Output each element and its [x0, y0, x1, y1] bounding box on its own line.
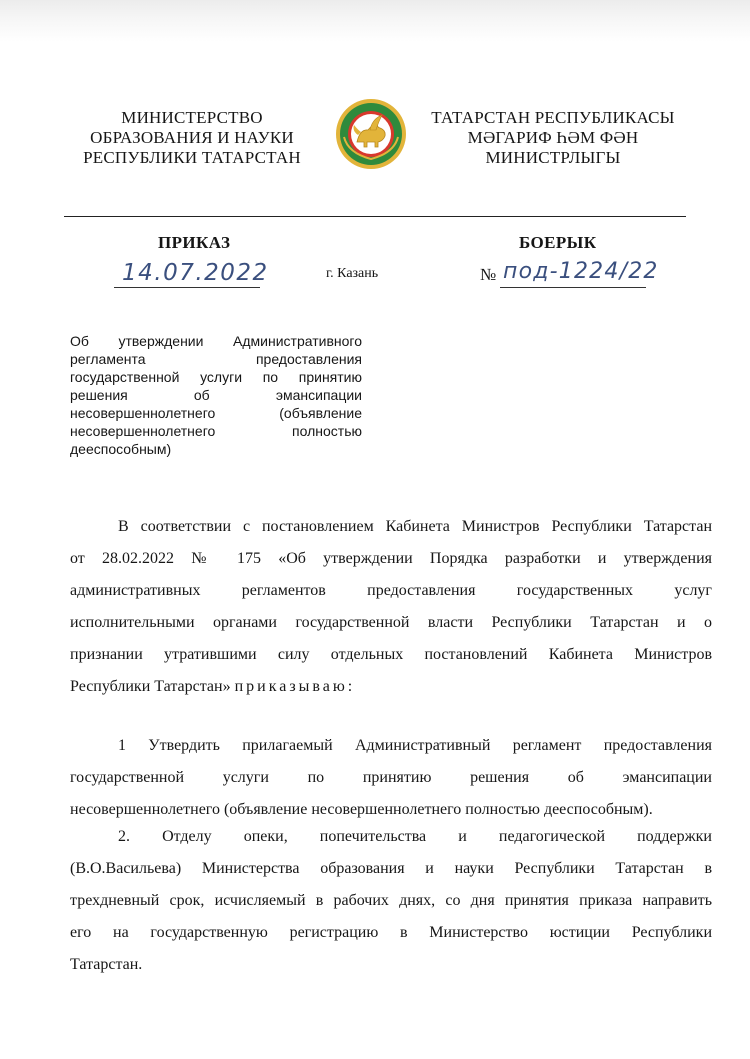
subject-line: государственной услуги по принятию	[70, 369, 362, 385]
header-divider	[64, 216, 686, 217]
number-sign: №	[480, 265, 497, 284]
ministry-name-line: ОБРАЗОВАНИЯ И НАУКИ	[90, 128, 294, 147]
paragraph-line: его на государственную регистрацию в Министерство юстиции Республики	[70, 924, 712, 941]
scan-edge-shadow	[0, 0, 750, 42]
subject-line: несовершеннолетнего полностью	[70, 423, 362, 439]
order-title-russian: ПРИКАЗ	[158, 233, 231, 252]
item-2-paragraph	[70, 821, 712, 981]
item-1-paragraph	[70, 730, 712, 826]
order-date-handwritten: 14.07.2022	[122, 260, 269, 286]
subject-line: регламента предоставления	[70, 351, 362, 367]
paragraph-line: признании утратившими силу отдельных постановлений Кабинета Министров	[70, 646, 712, 663]
order-subject	[70, 332, 362, 458]
paragraph-line: 2. Отделу опеки, попечительства и педагогической поддержки	[118, 828, 712, 845]
date-underline	[114, 287, 260, 288]
order-word: приказываю:	[234, 678, 356, 695]
order-number-handwritten: под-1224/22	[503, 259, 659, 284]
paragraph-line: государственной услуги по принятию решения об эмансипации	[70, 769, 712, 786]
ministry-name-line: ТАТАРСТАН РЕСПУБЛИКАСЫ	[431, 108, 675, 127]
paragraph-line	[70, 671, 712, 703]
ministry-name-tatar	[420, 108, 686, 168]
paragraph-line: исполнительными органами государственной власти Республики Татарстан и о	[70, 614, 712, 631]
ministry-name-line: МИНИСТРЛЫГЫ	[485, 148, 621, 167]
ministry-name-russian	[74, 108, 310, 168]
subject-line: решения об эмансипации	[70, 387, 362, 403]
paragraph-line: трехдневный срок, исчисляемый в рабочих днях, со дня принятия приказа направить	[70, 892, 712, 909]
subject-line: несовершеннолетнего (объявление	[70, 405, 362, 421]
paragraph-line: В соответствии с постановлением Кабинета Министров Республики Татарстан	[118, 518, 712, 535]
ministry-name-line: МИНИСТЕРСТВО	[121, 108, 263, 127]
ministry-name-line: МӘГАРИФ ҺӘМ ФӘН	[467, 128, 639, 147]
preamble-paragraph	[70, 511, 712, 703]
subject-line: дееспособным)	[70, 441, 172, 457]
preamble-tail: Республики Татарстан»	[70, 678, 231, 695]
paragraph-line: несовершеннолетнего (объявление несовершеннолетнего полностью дееспособным).	[70, 801, 653, 818]
tatarstan-emblem-icon	[334, 97, 408, 171]
paragraph-line: административных регламентов предоставления государственных услуг	[70, 582, 712, 599]
number-underline	[500, 287, 646, 288]
paragraph-line: 1 Утвердить прилагаемый Административный регламент предоставления	[118, 737, 712, 754]
subject-line: Об утверждении Административного	[70, 333, 362, 349]
order-city: г. Казань	[326, 266, 379, 281]
paragraph-line: Татарстан.	[70, 956, 143, 973]
order-title-tatar: БОЕРЫК	[519, 233, 597, 252]
paragraph-line: (В.О.Васильева) Министерства образования и науки Республики Татарстан в	[70, 860, 712, 877]
paragraph-line: от 28.02.2022 № 175 «Об утверждении Порядка разработки и утверждения	[70, 550, 712, 567]
ministry-name-line: РЕСПУБЛИКИ ТАТАРСТАН	[83, 148, 301, 167]
